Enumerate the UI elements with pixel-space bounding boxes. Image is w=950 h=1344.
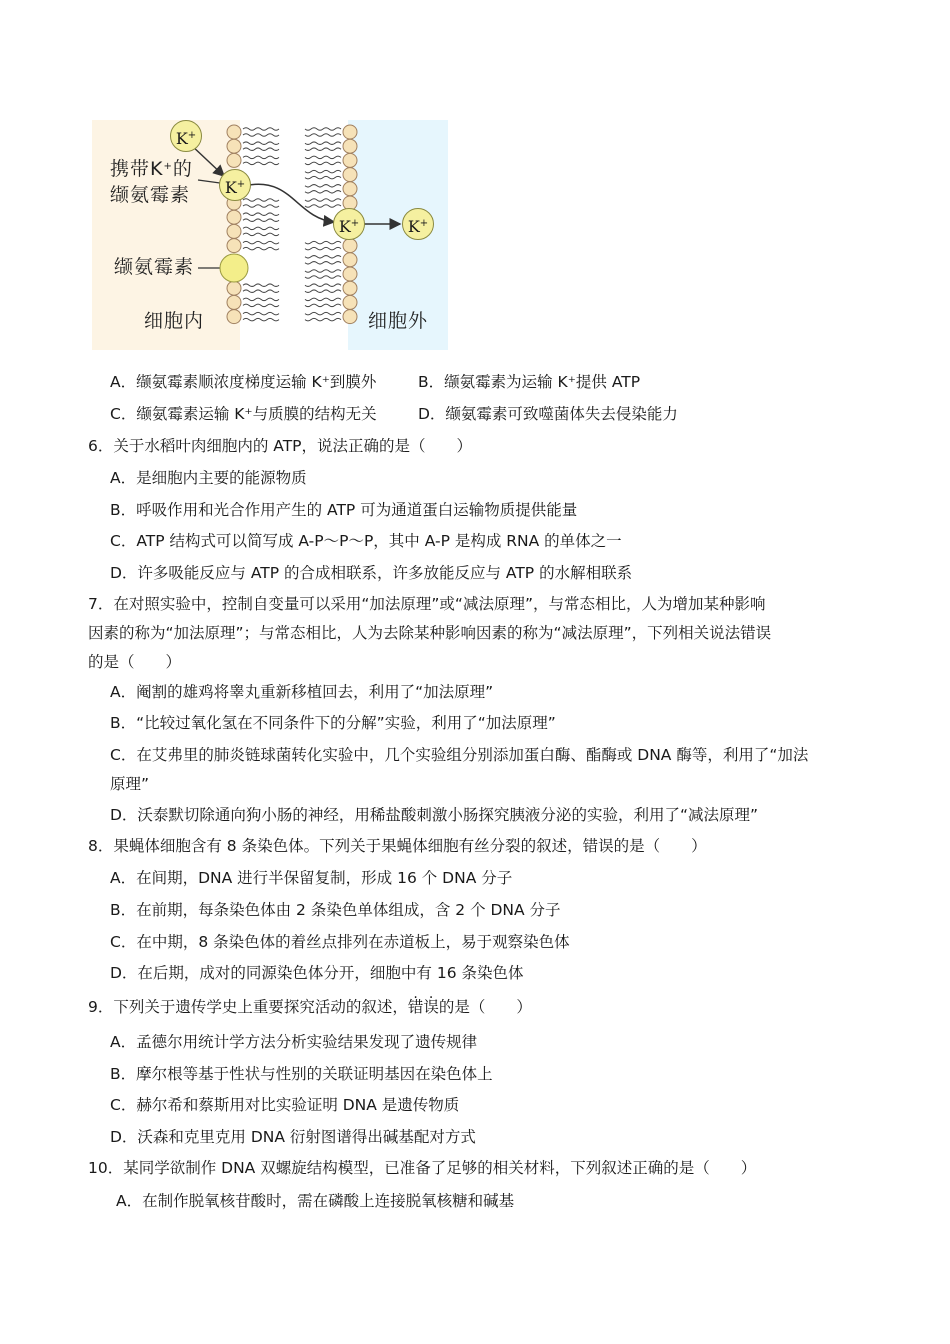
lipid-tail [243, 233, 279, 236]
lipid-tail [305, 185, 341, 188]
lipid-tail [243, 318, 279, 321]
lipid-tail [305, 290, 341, 293]
lipid-tail [305, 304, 341, 307]
lipid-tail [305, 176, 341, 179]
lipid-tail [305, 262, 341, 265]
lipid-head [227, 153, 241, 167]
lipid-tail [305, 162, 341, 165]
q7-option-c-line1: C．在艾弗里的肺炎链球菌转化实验中，几个实验组分别添加蛋白酶、酯酶或 DNA 酶等，利用了“加法 [110, 746, 809, 764]
lipid-tail [305, 191, 341, 194]
lipid-tail [243, 219, 279, 222]
k-ion-free-inside: K+ [170, 120, 202, 152]
lipid-tail [243, 290, 279, 293]
q9-option-c: C．赫尔希和蔡斯用对比实验证明 DNA 是遗传物质 [110, 1096, 460, 1114]
q7-option-a: A．阉割的雄鸡将睾丸重新移植回去，利用了“加法原理” [110, 683, 494, 701]
k-ion-carrier-complex: K+ [219, 169, 251, 201]
lipid-tail [305, 148, 341, 151]
lipid-head [343, 267, 357, 281]
lipid-head [343, 295, 357, 309]
lipid-tail [305, 298, 341, 301]
lipid-head [343, 253, 357, 267]
q7-stem-line2: 因素的称为“加法原理”；与常态相比，人为去除某种影响因素的称为“减法原理”，下列相关说法错误 [88, 624, 772, 642]
k-ion-carrier-outside: K+ [333, 208, 365, 240]
lipid-head [343, 168, 357, 182]
lipid-tail [243, 227, 279, 230]
label-carrier-with-k: 携带K+的 [110, 158, 193, 180]
lipid-head [227, 139, 241, 153]
lipid-head [227, 295, 241, 309]
lipid-tail [243, 134, 279, 137]
lipid-tail [305, 276, 341, 279]
lipid-tail [305, 270, 341, 273]
valinomycin-ball [220, 254, 248, 282]
q9-option-d: D．沃森和克里克用 DNA 衍射图谱得出碱基配对方式 [110, 1128, 476, 1146]
lipid-tail [243, 247, 279, 250]
lipid-head [343, 182, 357, 196]
q5-option-c: C．缬氨霉素运输 K⁺与质膜的结构无关 [110, 405, 377, 423]
lipid-tail [305, 312, 341, 315]
lipid-tail [243, 128, 279, 131]
lipid-tail [243, 213, 279, 216]
lipid-head [343, 239, 357, 253]
q7-option-d: D．沃泰默切除通向狗小肠的神经，用稀盐酸刺激小肠探究胰液分泌的实验，利用了“减法原理” [110, 806, 758, 824]
q8-option-c: C．在中期，8 条染色体的着丝点排列在赤道板上，易于观察染色体 [110, 933, 570, 951]
lipid-head [227, 310, 241, 324]
q9-option-b: B．摩尔根等基于性状与性别的关联证明基因在染色体上 [110, 1065, 493, 1083]
lipid-tail [243, 156, 279, 159]
lipid-tail [305, 156, 341, 159]
q8-option-d: D．在后期，成对的同源染色体分开，细胞中有 16 条染色体 [110, 964, 524, 982]
label-cell-outside: 细胞外 [368, 310, 429, 332]
lipid-tail [305, 128, 341, 131]
lipid-tail [305, 247, 341, 250]
q6-option-c: C．ATP 结构式可以简写成 A-P～P～P，其中 A-P 是构成 RNA 的单体之一 [110, 532, 622, 550]
lipid-tail [305, 318, 341, 321]
lipid-tail [243, 298, 279, 301]
lipid-head [343, 153, 357, 167]
q6-option-b: B．呼吸作用和光合作用产生的 ATP 可为通道蛋白运输物质提供能量 [110, 501, 578, 519]
q5-option-d: D．缬氨霉素可致噬菌体失去侵染能力 [418, 405, 678, 423]
q8-option-b: B．在前期，每条染色体由 2 条染色单体组成，含 2 个 DNA 分子 [110, 901, 561, 919]
lipid-tail [243, 304, 279, 307]
q6-stem: 6．关于水稻叶肉细胞内的 ATP，说法正确的是（ ） [88, 437, 473, 455]
lipid-tail [243, 199, 279, 202]
lipid-tail [305, 241, 341, 244]
q10-option-a: A．在制作脱氧核苷酸时，需在磷酸上连接脱氧核糖和碱基 [116, 1192, 515, 1210]
lipid-head [227, 224, 241, 238]
lipid-head [227, 239, 241, 253]
q9-stem: 9．下列关于遗传学史上重要探究活动的叙述，错误的是（ ） [88, 998, 532, 1016]
q5-option-a: A．缬氨霉素顺浓度梯度运输 K⁺到膜外 [110, 373, 377, 391]
label-cell-inside: 细胞内 [144, 310, 205, 332]
q10-stem: 10．某同学欲制作 DNA 双螺旋结构模型，已准备了足够的相关材料，下列叙述正确的是（ ） [88, 1159, 757, 1177]
lipid-tail [243, 284, 279, 287]
lipid-tail [243, 241, 279, 244]
q8-stem: 8．果蝇体细胞含有 8 条染色体。下列关于果蝇体细胞有丝分裂的叙述，错误的是（ ） [88, 837, 707, 855]
lipid-tail [305, 205, 341, 208]
lipid-head [343, 139, 357, 153]
lipid-tail [305, 199, 341, 202]
k-ion-released: K+ [402, 208, 434, 240]
lipid-tail [243, 312, 279, 315]
q7-stem-line1: 7．在对照实验中，控制自变量可以采用“加法原理”或“减法原理”，与常态相比，人为增加某种影响 [88, 595, 766, 613]
q5-option-b: B．缬氨霉素为运输 K⁺提供 ATP [418, 373, 641, 391]
lipid-tail [305, 170, 341, 173]
q6-option-d: D．许多吸能反应与 ATP 的合成相联系，许多放能反应与 ATP 的水解相联系 [110, 564, 633, 582]
q9-option-a: A．孟德尔用统计学方法分析实验结果发现了遗传规律 [110, 1033, 478, 1051]
label-valinomycin: 缬氨霉素 [114, 256, 195, 278]
lipid-head [343, 310, 357, 324]
arrow-carrier-across-membrane [249, 184, 334, 222]
lipid-tail [305, 284, 341, 287]
lipid-tail [243, 148, 279, 151]
q7-option-c-line2: 原理” [110, 775, 150, 793]
lipid-head [227, 125, 241, 139]
q7-option-b: B．“比较过氧化氢在不同条件下的分解”实验，利用了“加法原理” [110, 714, 556, 732]
emphasis-char: 错 [407, 998, 424, 1016]
lipid-tail [305, 134, 341, 137]
lipid-head [343, 125, 357, 139]
emphasis-char: 误 [423, 998, 439, 1016]
q7-stem-line3: 的是（ ） [88, 653, 182, 671]
lipid-tail [305, 142, 341, 145]
lipid-tail [243, 205, 279, 208]
q6-option-a: A．是细胞内主要的能源物质 [110, 469, 307, 487]
membrane-transport-figure [92, 118, 448, 350]
lipid-head [227, 281, 241, 295]
lipid-tail [305, 256, 341, 258]
label-carrier-name: 缬氨霉素 [110, 184, 191, 206]
lipid-tail [243, 162, 279, 165]
lipid-head [343, 281, 357, 295]
lipid-head [227, 210, 241, 224]
q8-option-a: A．在间期，DNA 进行半保留复制，形成 16 个 DNA 分子 [110, 869, 513, 887]
lipid-tail [243, 142, 279, 145]
